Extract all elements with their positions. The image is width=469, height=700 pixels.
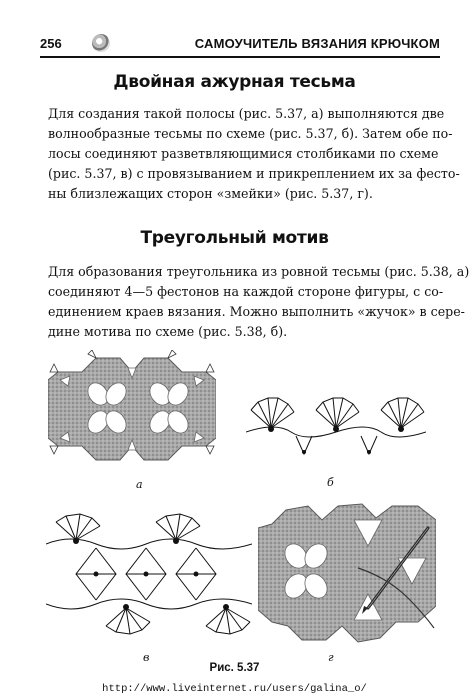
paragraph-line: ны близлежащих сторон «змейки» (рис. 5.37, г).: [48, 186, 373, 201]
paragraph-double-lace-braid: [48, 104, 460, 204]
paragraph-line: единением краев вязания. Можно выполнить «жучок» в сере-: [48, 304, 465, 319]
crochet-scheme-v: [46, 512, 252, 638]
running-head: [40, 34, 440, 56]
paragraph-line: лосы соединяют разветвляющимися столбиками по схеме: [48, 146, 439, 161]
lace-braid-photo: [48, 350, 216, 468]
paragraph-line: Для образования треугольника из ровной тесьмы (рис. 5.38, а): [48, 264, 469, 279]
section-title-double-lace-braid: Двойная ажурная тесьма: [113, 72, 356, 92]
paragraph-line: Для создания такой полосы (рис. 5.37, а) выполняются две: [48, 106, 445, 121]
figure-caption: Рис. 5.37: [209, 662, 260, 674]
figure-label-v: в: [143, 651, 150, 664]
lace-with-hook-photo: [258, 498, 436, 650]
page-number: 256: [40, 36, 62, 51]
crochet-scheme-b: [246, 392, 426, 458]
yarn-ball-icon: [92, 34, 110, 52]
figure-label-b: б: [327, 476, 334, 489]
paragraph-line: дине мотива по схеме (рис. 5.38, б).: [48, 324, 288, 339]
paragraph-line: волнообразные тесьмы по схеме (рис. 5.37, б). Затем обе по-: [48, 126, 453, 141]
paragraph-triangle-motif: [48, 262, 469, 342]
header-rule: [40, 56, 440, 58]
running-title: САМОУЧИТЕЛЬ ВЯЗАНИЯ КРЮЧКОМ: [194, 36, 440, 51]
paragraph-line: соединяют 4—5 фестонов на каждой стороне фигуры, с со-: [48, 284, 444, 299]
source-watermark: http://www.liveinternet.ru/users/galina_o/: [102, 683, 367, 695]
figure-label-g: г: [328, 651, 334, 664]
section-title-triangle-motif: Треугольный мотив: [140, 228, 329, 248]
paragraph-line: (рис. 5.37, в) с провязыванием и прикреплением их за фесто-: [48, 166, 460, 181]
figure-label-a: а: [136, 478, 143, 491]
